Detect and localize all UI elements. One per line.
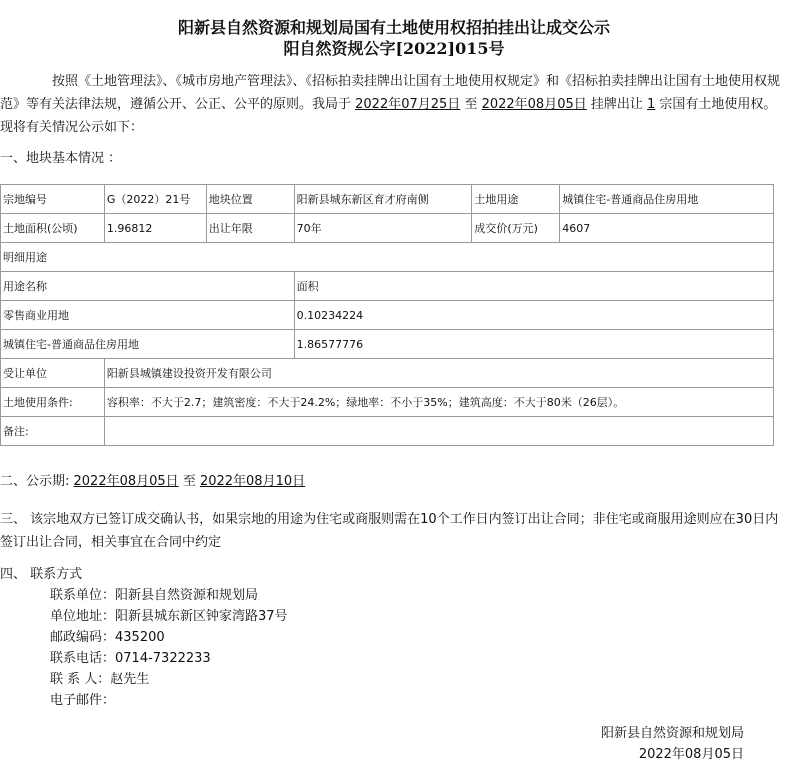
parcel-count: 1 — [647, 97, 656, 112]
signature-block — [601, 723, 744, 765]
signature-org: 阳新县自然资源和规划局 — [600, 726, 744, 741]
contact-list — [50, 585, 288, 711]
table-cell: 土地用途 — [472, 185, 560, 214]
table-cell: 阳新县城东新区育才府南侧 — [294, 185, 472, 214]
usage-name: 零售商业用地 — [1, 301, 295, 330]
table-row — [1, 359, 774, 388]
table-row — [1, 272, 774, 301]
contact-person: 联 系 人：赵先生 — [50, 672, 150, 687]
table-cell: 宗地编号 — [1, 185, 105, 214]
section-1-heading: 一、地块基本情况 ： — [0, 151, 122, 166]
assignee-value: 阳新县城镇建设投资开发有限公司 — [104, 359, 773, 388]
usage-header-name: 用途名称 — [1, 272, 295, 301]
contact-unit: 联系单位：阳新县自然资源和规划局 — [50, 588, 259, 603]
table-row — [1, 388, 774, 417]
table-row — [1, 301, 774, 330]
remarks-label: 备注: — [1, 417, 105, 446]
conditions-value: 容积率：不大于2.7；建筑密度：不大于24.2%；绿地率：不小于35%；建筑高度：不大于80米（26层）。 — [104, 388, 773, 417]
contact-phone: 联系电话：0714-7322233 — [50, 651, 211, 666]
contact-postcode: 邮政编码：435200 — [50, 630, 165, 645]
table-cell: 出让年限 — [206, 214, 294, 243]
detail-usage-label: 明细用途 — [1, 243, 774, 272]
table-cell: 4607 — [560, 214, 774, 243]
signature-date: 2022年08月05日 — [638, 747, 744, 762]
conditions-label: 土地使用条件: — [1, 388, 105, 417]
section-3-paragraph: 三、 该宗地双方已签订成交确认书，如果宗地的用途为住宅或商服则需在10个工作日内签订出让合同；非住宅或商服用途则应在30日内签订出让合同，相关事宜在合同中约定 — [0, 512, 779, 550]
listing-start-date: 2022年07月25日 — [355, 97, 461, 112]
document-number: 阳自然资规公字[2022]015号 — [283, 39, 505, 58]
table-cell: 地块位置 — [206, 185, 294, 214]
publicity-start-date: 2022年08月05日 — [73, 474, 179, 489]
table-cell: 城镇住宅-普通商品住房用地 — [560, 185, 774, 214]
assignee-label: 受让单位 — [1, 359, 105, 388]
contact-address: 单位地址：阳新县城东新区钟家湾路37号 — [50, 609, 288, 624]
table-cell: 成交价(万元) — [472, 214, 560, 243]
table-row — [1, 417, 774, 446]
contact-email: 电子邮件： — [50, 693, 116, 708]
intro-paragraph: 按照《土地管理法》、《城市房地产管理法》、《招标拍卖挂牌出让国有土地使用权规定》和《招标拍卖挂牌出让国有土地使用权规范》等有关法律法规，遵循公开、公正、公平的原则。我局于 2022年07月25日 至 2022年08月05日 挂牌出让 1 宗国有土地使用权。现将有关情况公示如下： — [0, 74, 781, 135]
usage-header-area: 面积 — [294, 272, 773, 301]
table-cell: 1.96812 — [104, 214, 206, 243]
table-cell: G（2022）21号 — [104, 185, 206, 214]
section-4-heading: 四、 联系方式 — [0, 567, 83, 582]
listing-end-date: 2022年08月05日 — [481, 97, 587, 112]
remarks-value — [104, 417, 773, 446]
table-cell: 土地面积(公顷) — [1, 214, 105, 243]
usage-area: 0.10234224 — [294, 301, 773, 330]
parcel-table — [0, 184, 774, 446]
usage-name: 城镇住宅-普通商品住房用地 — [1, 330, 295, 359]
table-row — [1, 243, 774, 272]
page-title: 阳新县自然资源和规划局国有土地使用权招拍挂出让成交公示 — [177, 18, 610, 37]
table-cell: 70年 — [294, 214, 472, 243]
section-2-publicity-period: 二、公示期: 2022年08月05日 至 2022年08月10日 — [0, 474, 306, 489]
publicity-end-date: 2022年08月10日 — [199, 474, 306, 489]
table-row — [1, 214, 774, 243]
table-row — [1, 185, 774, 214]
table-row — [1, 330, 774, 359]
usage-area: 1.86577776 — [294, 330, 773, 359]
